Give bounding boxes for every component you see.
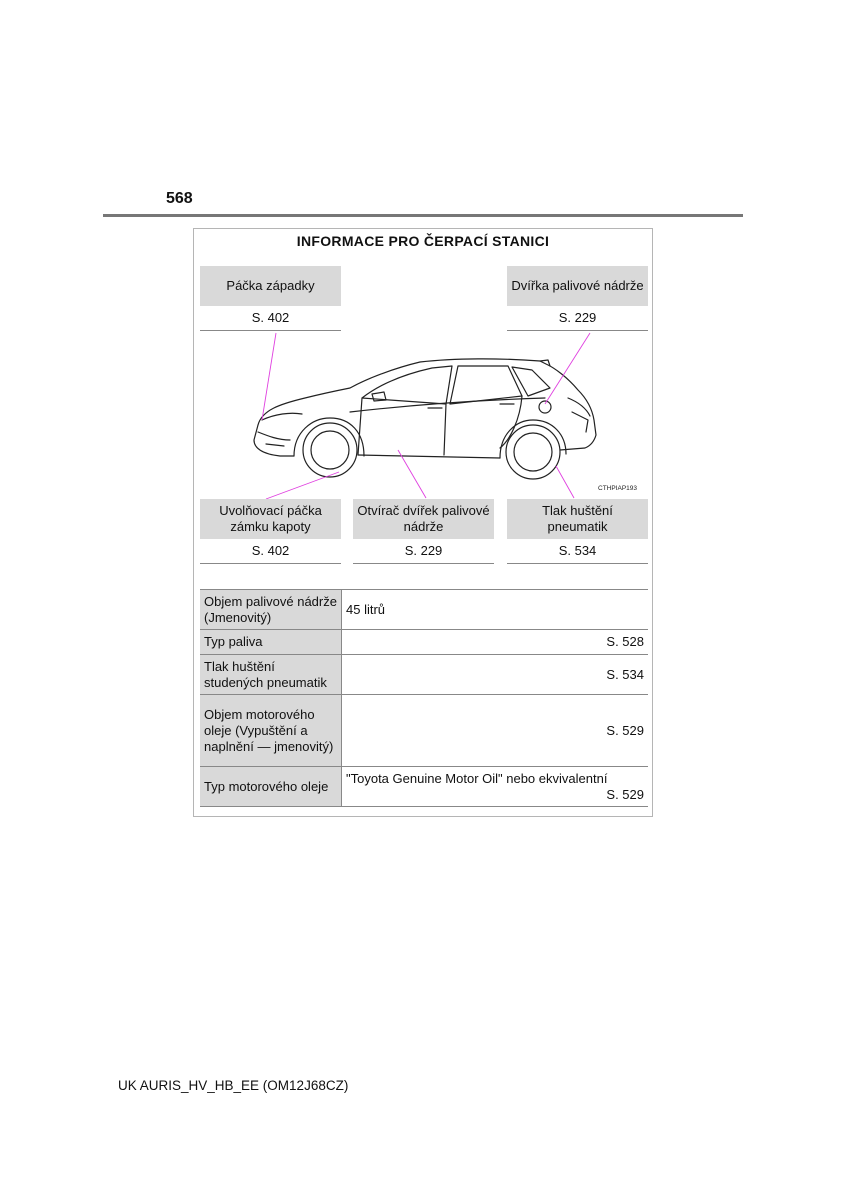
footer-doc-code: UK AURIS_HV_HB_EE (OM12J68CZ) — [118, 1078, 349, 1093]
label-tire-pressure: Tlak huštění pneumatik — [507, 499, 648, 539]
page-ref-fuel-opener[interactable]: S. 229 — [353, 541, 494, 564]
page-number: 568 — [166, 190, 193, 207]
panel-title: INFORMACE PRO ČERPACÍ STANICI — [296, 233, 550, 249]
spec-ref[interactable]: S. 529 — [606, 786, 644, 802]
spec-label: Typ paliva — [200, 630, 342, 655]
table-row — [200, 590, 648, 630]
spec-label: Typ motorového oleje — [200, 767, 342, 807]
spec-ref[interactable]: S. 528 — [342, 630, 649, 655]
table-row — [200, 767, 648, 807]
spec-label: Objem palivové nádrže (Jmenovitý) — [200, 590, 342, 630]
label-fuel-door: Dvířka palivové nádrže — [507, 266, 648, 306]
page-ref-hood-release[interactable]: S. 402 — [200, 541, 341, 564]
table-row — [200, 695, 648, 767]
spec-value: 45 litrů — [342, 590, 649, 630]
spec-ref[interactable]: S. 534 — [342, 655, 649, 695]
spec-value: "Toyota Genuine Motor Oil" nebo ekvivalentní — [346, 770, 608, 786]
label-hood-release: Uvolňovací páčka zámku kapoty — [200, 499, 341, 539]
page-ref-fuel-door[interactable]: S. 229 — [507, 308, 648, 331]
label-fuel-opener: Otvírač dvířek palivové nádrže — [353, 499, 494, 539]
leader-lines — [262, 333, 590, 499]
illustration-code: CTHPIAP193 — [598, 485, 638, 492]
spec-table — [200, 589, 648, 807]
label-hood-latch: Páčka západky — [200, 266, 341, 306]
spec-label: Tlak huštění studených pneumatik — [200, 655, 342, 695]
car-body — [254, 359, 596, 479]
table-row — [200, 630, 648, 655]
page-ref-hood-latch[interactable]: S. 402 — [200, 308, 341, 331]
spec-ref[interactable]: S. 529 — [342, 695, 649, 767]
page-ref-tire-pressure[interactable]: S. 534 — [507, 541, 648, 564]
spec-value-cell — [342, 767, 649, 807]
table-row — [200, 655, 648, 695]
spec-label: Objem motorového oleje (Vypuštění a naplnění — jmenovitý) — [200, 695, 342, 767]
